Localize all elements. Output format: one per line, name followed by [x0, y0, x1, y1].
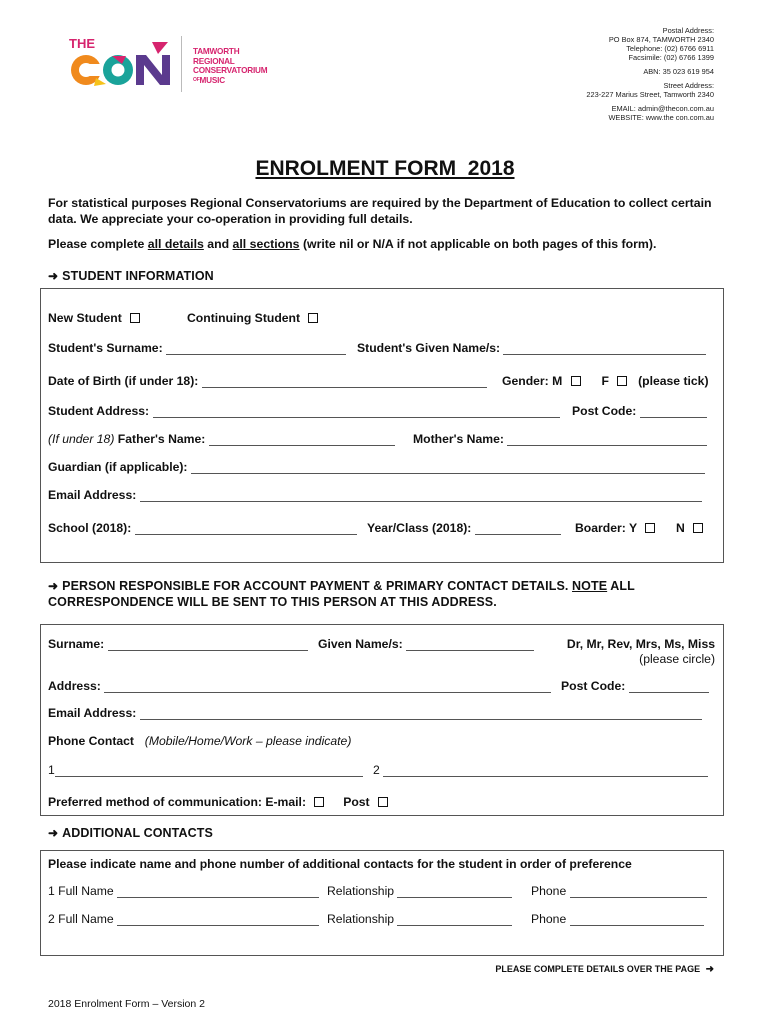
street-label: Street Address: [663, 81, 714, 90]
student-address-field[interactable] [153, 406, 560, 418]
payer-postcode-label: Post Code: [561, 679, 626, 693]
new-student-label: New Student [48, 311, 122, 325]
relationship-1-label: Relationship [327, 884, 395, 898]
svg-text:THE: THE [69, 36, 95, 51]
boarder-y-checkbox[interactable] [645, 523, 655, 533]
arrow-right-icon: ➜ [48, 579, 59, 593]
phone-1-label: 1 [48, 763, 55, 777]
gender-m-checkbox[interactable] [571, 376, 581, 386]
logo-divider [181, 36, 182, 92]
continuing-student-label: Continuing Student [187, 311, 301, 325]
year-class-field[interactable] [475, 523, 561, 535]
boarder-n-checkbox[interactable] [693, 523, 703, 533]
relationship-1-field[interactable] [397, 886, 512, 898]
street-line: 223-227 Marius Street, Tamworth 2340 [586, 90, 714, 99]
logo-graphic [66, 34, 176, 90]
preferred-method-label: Preferred method of communication: E-mail: [48, 795, 307, 809]
abn: ABN: 35 023 619 954 [643, 67, 714, 76]
payer-address-field[interactable] [104, 681, 551, 693]
student-surname-field[interactable] [166, 343, 346, 355]
org-line-3: CONSERVATORIUM [193, 66, 268, 75]
student-section-heading: ➜ STUDENT INFORMATION [48, 269, 214, 283]
year-class-label: Year/Class (2018): [367, 521, 472, 535]
phone-2-field[interactable] [383, 765, 708, 777]
postal-label: Postal Address: [662, 26, 714, 35]
payer-email-label: Email Address: [48, 706, 137, 720]
org-line-4: MUSIC [199, 75, 225, 85]
phone-1-contact-label: Phone [531, 884, 567, 898]
gender-f-label: F [601, 374, 609, 388]
phone-1-field[interactable] [55, 765, 363, 777]
post-pref-label: Post [343, 795, 370, 809]
student-email-label: Email Address: [48, 488, 137, 502]
phone-2-label: 2 [373, 763, 380, 777]
additional-contacts-instruction: Please indicate name and phone number of additional contacts for the student in order of preference [48, 857, 632, 871]
payer-surname-label: Surname: [48, 637, 105, 651]
if-under-18-note: (If under 18) [48, 432, 115, 446]
title-options[interactable]: Dr, Mr, Rev, Mrs, Ms, Miss [566, 637, 715, 651]
arrow-right-icon: ➜ [705, 964, 714, 975]
email-contact: EMAIL: admin@thecon.com.au [611, 104, 714, 113]
payer-given-names-label: Given Name/s: [318, 637, 403, 651]
intro-paragraph: For statistical purposes Regional Conservatoriums are required by the Department of Education to collect certain data. We appreciate your co-operation in providing full details. [48, 196, 712, 226]
logo [66, 34, 176, 90]
email-pref-checkbox[interactable] [314, 797, 324, 807]
payer-given-names-field[interactable] [406, 639, 534, 651]
relationship-2-label: Relationship [327, 912, 395, 926]
phone-2-contact-field[interactable] [570, 914, 704, 926]
page-title: ENROLMENT FORM 2018 [255, 157, 515, 180]
boarder-label: Boarder: Y [575, 521, 637, 535]
org-of: OF [193, 76, 200, 83]
additional-contacts-heading: ➜ ADDITIONAL CONTACTS [48, 826, 213, 840]
student-given-names-label: Student's Given Name/s: [357, 341, 501, 355]
payer-surname-field[interactable] [108, 639, 308, 651]
gender-label: Gender: M [502, 374, 563, 388]
arrow-right-icon: ➜ [48, 269, 59, 283]
phone-1-contact-field[interactable] [570, 886, 707, 898]
payer-section-heading: ➜ PERSON RESPONSIBLE FOR ACCOUNT PAYMENT & PRIMARY CONTACT DETAILS. NOTE ALL CORRESPONDENCE WILL BE SENT TO THIS PERSON AT THIS ADDRESS. [48, 579, 635, 609]
org-name [193, 47, 267, 85]
mothers-name-label: Mother's Name: [413, 432, 504, 446]
fathers-name-field[interactable] [209, 434, 395, 446]
all-sections-emphasis: all sections [232, 237, 300, 251]
please-circle-note: (please circle) [639, 652, 715, 666]
guardian-field[interactable] [191, 462, 705, 474]
website: WEBSITE: www.the con.com.au [608, 113, 714, 122]
intro-instructions: Please complete all details and all sections (write nil or N/A if not applicable on both pages of this form). [48, 237, 657, 251]
fathers-name-label: Father's Name: [117, 432, 206, 446]
full-name-1-field[interactable] [117, 886, 319, 898]
org-line-2: REGIONAL [193, 56, 235, 66]
org-line-1: TAMWORTH [193, 47, 240, 56]
dob-field[interactable] [202, 376, 487, 388]
continuing-student-checkbox[interactable] [308, 313, 318, 323]
gender-f-checkbox[interactable] [617, 376, 627, 386]
version-label: 2018 Enrolment Form – Version 2 [48, 998, 205, 1010]
full-name-1-label: 1 Full Name [48, 884, 114, 898]
note-emphasis: NOTE [572, 579, 608, 593]
mothers-name-field[interactable] [507, 434, 707, 446]
post-pref-checkbox[interactable] [378, 797, 388, 807]
full-name-2-field[interactable] [117, 914, 319, 926]
payer-address-label: Address: [48, 679, 101, 693]
phone-2-contact-label: Phone [531, 912, 567, 926]
dob-label: Date of Birth (if under 18): [48, 374, 199, 388]
arrow-right-icon: ➜ [48, 826, 59, 840]
full-name-2-label: 2 Full Name [48, 912, 114, 926]
student-postcode-label: Post Code: [572, 404, 637, 418]
relationship-2-field[interactable] [397, 914, 512, 926]
payer-email-field[interactable] [140, 708, 702, 720]
phone-hint: (Mobile/Home/Work – please indicate) [144, 734, 352, 748]
facsimile: Facsimile: (02) 6766 1399 [628, 53, 714, 62]
phone-contact-label: Phone Contact [48, 734, 134, 748]
all-details-emphasis: all details [147, 237, 204, 251]
over-page-note: PLEASE COMPLETE DETAILS OVER THE PAGE ➜ [495, 964, 714, 975]
new-student-checkbox[interactable] [130, 313, 140, 323]
student-given-names-field[interactable] [503, 343, 706, 355]
payer-postcode-field[interactable] [629, 681, 709, 693]
telephone: Telephone: (02) 6766 6911 [626, 44, 714, 53]
guardian-label: Guardian (if applicable): [48, 460, 188, 474]
student-surname-label: Student's Surname: [48, 341, 163, 355]
please-tick-note: (please tick) [638, 374, 709, 388]
student-email-field[interactable] [140, 490, 702, 502]
school-field[interactable] [135, 523, 357, 535]
student-address-label: Student Address: [48, 404, 150, 418]
contact-block [464, 26, 714, 122]
student-postcode-field[interactable] [640, 406, 707, 418]
postal-line: PO Box 874, TAMWORTH 2340 [608, 35, 714, 44]
boarder-n-label: N [676, 521, 685, 535]
school-label: School (2018): [48, 521, 132, 535]
